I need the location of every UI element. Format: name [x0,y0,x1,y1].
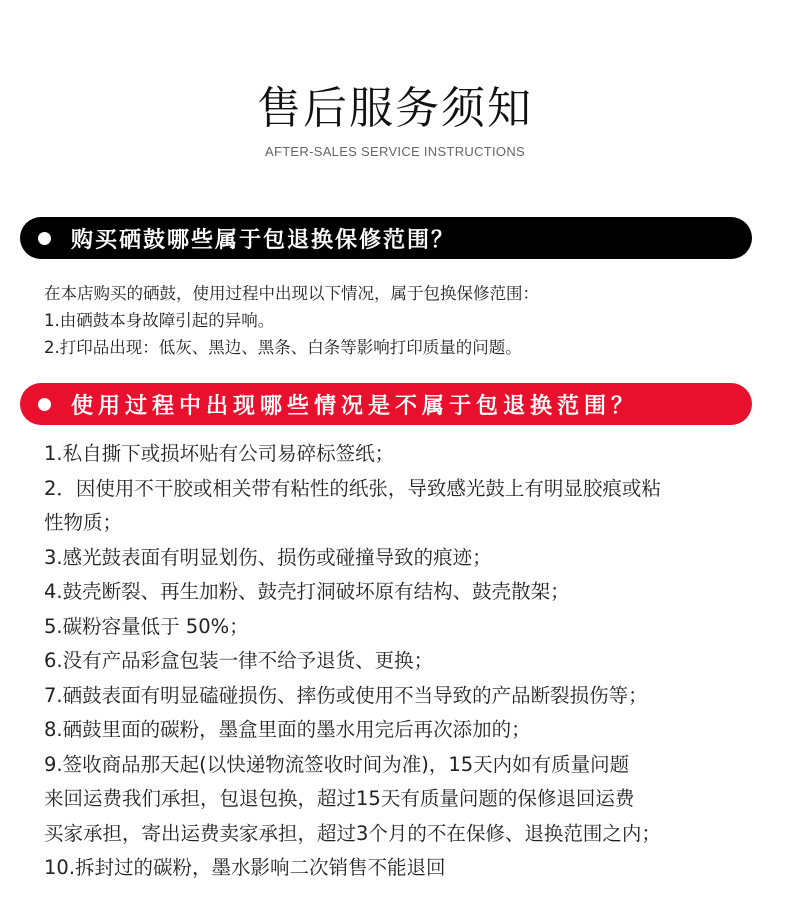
section2-heading: 使用过程中出现哪些情况是不属于包退换范围？ [71,393,639,419]
section1-line: 在本店购买的硒鼓，使用过程中出现以下情况，属于包换保修范围： [44,284,539,303]
section1-body [44,280,764,361]
page-title: 售后服务须知 [257,83,533,134]
section1-line: 1.由硒鼓本身故障引起的异响。 [44,311,275,330]
section2-line: 5.碳粉容量低于 50%； [44,614,249,638]
bullet-dot-icon [38,398,51,411]
section2-line: 10.拆封过的碳粉，墨水影响二次销售不能退回 [44,856,446,879]
section1-heading: 购买硒鼓哪些属于包退换保修范围？ [71,227,456,253]
section2-banner [20,383,752,425]
bullet-dot-icon [38,232,51,245]
section2-line: 6.没有产品彩盒包装一律不给予退货、更换； [44,649,434,672]
section1-line: 2.打印品出现：低灰、黑边、黑条、白条等影响打印质量的问题。 [44,338,522,357]
section2-line: 2．因使用不干胶或相关带有粘性的纸张，导致感光鼓上有明显胶痕或粘 [44,476,661,500]
section2-line: 8.硒鼓里面的碳粉，墨盒里面的墨水用完后再次添加的； [44,718,531,741]
section2-body [44,437,764,886]
section2-line: 4.鼓壳断裂、再生加粉、鼓壳打洞破坏原有结构、鼓壳散架； [44,580,570,603]
section2-line: 3.感光鼓表面有明显划伤、损伤或碰撞导致的痕迹； [44,545,492,569]
section2-line: 9.签收商品那天起(以快递物流签收时间为准)，15天内如有质量问题 [44,752,630,776]
section2-line: 1.私自撕下或损坏贴有公司易碎标签纸； [44,442,395,465]
page-subtitle: AFTER-SALES SERVICE INSTRUCTIONS [264,144,525,159]
section2-line: 来回运费我们承担，包退包换，超过15天有质量问题的保修退回运费 [44,787,635,810]
section2-line: 7.硒鼓表面有明显磕碰损伤、摔伤或使用不当导致的产品断裂损伤等； [44,683,648,707]
section2-line: 性物质； [44,511,123,534]
section2-line: 买家承担，寄出运费卖家承担，超过3个月的不在保修、退换范围之内； [44,821,661,845]
section1-banner [20,217,752,259]
